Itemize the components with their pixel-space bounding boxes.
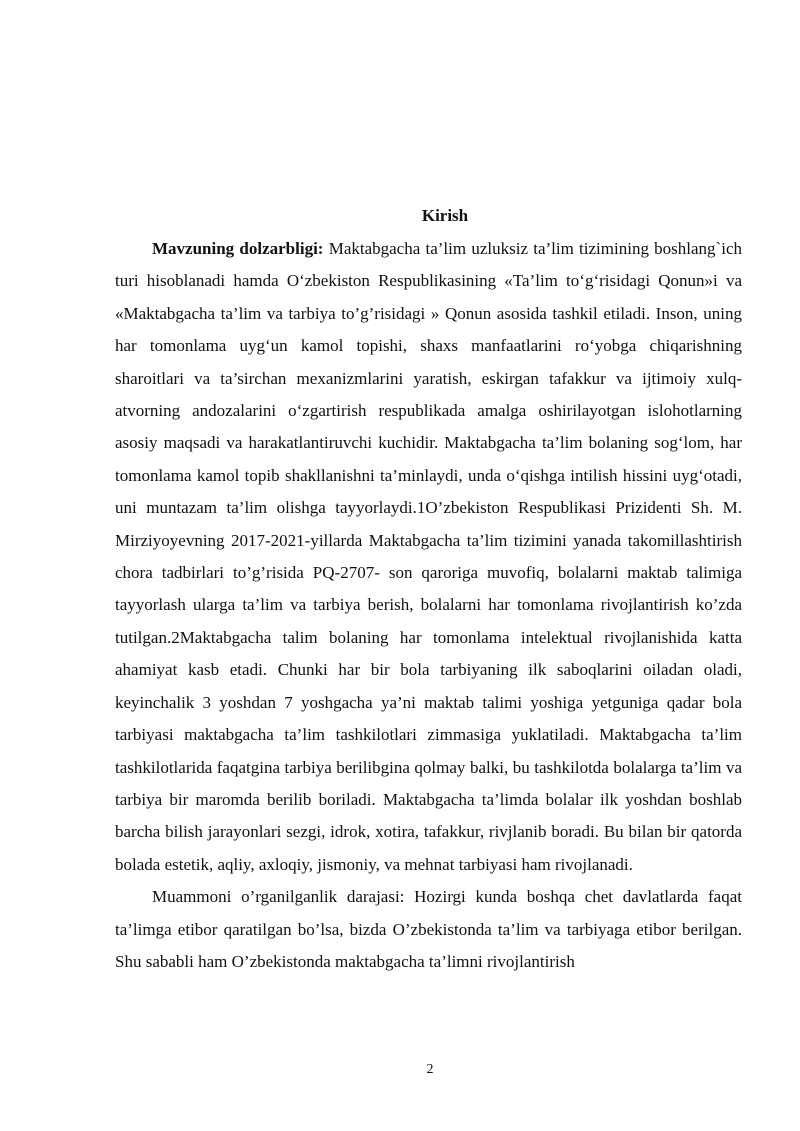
- paragraph-relevance: [115, 233, 742, 881]
- section-heading: Kirish: [421, 206, 469, 225]
- paragraph-study-level: [115, 881, 742, 978]
- page-number: 2: [426, 1062, 434, 1077]
- paragraph-text: Muammoni o’rganilganlik darajasi: Hozirgi kunda boshqa chet davlatlarda faqat ta’limga etibor qaratilgan bo’lsa, bizda O’zbekistonda ta’lim va tarbiyaga etibor berilgan. Shu sababli ham O’zbekistonda maktabgacha ta’limni rivojlantirish: [115, 887, 742, 971]
- body-text: [115, 233, 742, 978]
- paragraph-text: Maktabgacha ta’lim uzluksiz ta’lim tizimining boshlang`ich turi hisoblanadi hamda O‘zbekiston Respublikasining «Ta’lim to‘g‘risidagi Qonun»i va «Maktabgacha ta’lim va tarbiya to’g’risidagi » Qonun asosida tashkil etiladi. Inson, uning har tomonlama uyg‘un kamol topishi, shaxs manfaatlarini ro‘yobga chiqarishning sharoitlari va ta’sirchan mexanizmlarini yaratish, eskirgan tafakkur va ijtimoiy xulq-atvorning andozalarini o‘zgartirish respublikada amalga oshirilayotgan islohotlarning asosiy maqsadi va harakatlantiruvchi kuchidir. Maktabgacha ta’lim bolaning sog‘lom, har tomonlama kamol topib shakllanishni ta’minlaydi, unda o‘qishga intilish hissini uyg‘otadi, uni muntazam ta’lim olishga tayyorlaydi.1O’zbekiston Respublikasi Prizidenti Sh. M. Mirziyoyevning 2017-2021-yillarda Maktabgacha ta’lim tizimini yanada takomillashtirish chora tadbirlari to’g’risida PQ-2707- son qaroriga muvofiq, bolalarni maktab talimiga tayyorlash ularga ta’lim va tarbiya berish, bolalarni har tomonlama rivojlantirish ko’zda tutilgan.2Maktabgacha talim bolaning har tomonlama intelektual rivojlanishida katta ahamiyat kasb etadi. Chunki har bir bola tarbiyaning ilk saboqlarini oiladan oladi, keyinchalik 3 yoshdan 7 yoshgacha ya’ni maktab talimi yoshiga yetguniga qadar bola tarbiyasi maktabgacha ta’lim tashkilotlari zimmasiga yuklatiladi. Maktabgacha ta’lim tashkilotlarida faqatgina tarbiya berilibgina qolmay balki, bu tashkilotda bolalarga ta’lim va tarbiya bir maromda berilib boriladi. Maktabgacha ta’limda bolalar ilk yoshdan boshlab barcha bilish jarayonlari sezgi, idrok, xotira, tafakkur, rivjlanib boradi. Bu bilan bir qatorda bolada estetik, aqliy, axloqiy, jismoniy, va mehnat tarbiyasi ham rivojlanadi.: [115, 239, 742, 874]
- paragraph-lead: Mavzuning dolzarbligi:: [152, 239, 324, 258]
